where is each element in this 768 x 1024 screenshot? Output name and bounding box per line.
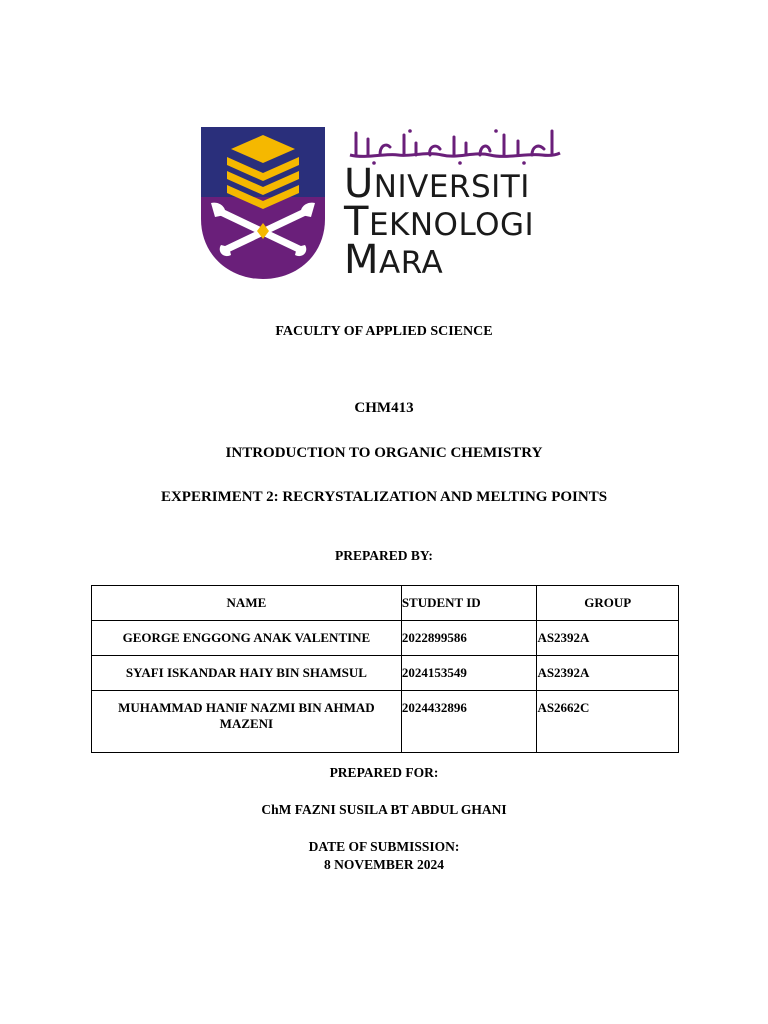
member-student-id: 2022899586 (401, 621, 537, 656)
jawi-university-name (346, 125, 564, 167)
member-group: AS2392A (537, 656, 679, 691)
member-group: AS2392A (537, 621, 679, 656)
table-row (92, 691, 679, 753)
member-student-id: 2024432896 (401, 691, 537, 753)
date-of-submission-value: 8 NOVEMBER 2024 (323, 857, 444, 872)
members-table (91, 585, 679, 753)
university-name-latin (344, 161, 564, 283)
course-code: CHM413 (354, 400, 414, 416)
prepared-by-label: PREPARED BY: (335, 548, 433, 563)
member-name (92, 691, 402, 753)
logo-line-1: UNIVERSITI (344, 161, 530, 207)
member-group: AS2662C (537, 691, 679, 753)
jawi-script-mark (346, 125, 564, 167)
prepared-for-label: PREPARED FOR: (329, 765, 439, 780)
lecturer-name: ChM FAZNI SUSILA BT ABDUL GHANI (261, 802, 507, 817)
date-of-submission-label: DATE OF SUBMISSION: (308, 839, 460, 854)
uitm-shield-emblem (201, 127, 325, 279)
course-name: INTRODUCTION TO ORGANIC CHEMISTRY (225, 445, 543, 461)
header-name: NAME (92, 586, 402, 621)
member-name: SYAFI ISKANDAR HAIY BIN SHAMSUL (92, 656, 402, 691)
university-logo (201, 125, 563, 285)
table-row (92, 621, 679, 656)
logo-line-2: TEKNOLOGI (344, 199, 535, 245)
member-name-line-1: MUHAMMAD HANIF NAZMI BIN AHMAD (118, 700, 375, 715)
logo-line-3: MARA (344, 237, 444, 283)
member-name: GEORGE ENGGONG ANAK VALENTINE (92, 621, 402, 656)
faculty-name: FACULTY OF APPLIED SCIENCE (275, 324, 493, 339)
table-header-row (92, 586, 679, 621)
table-row (92, 656, 679, 691)
member-student-id: 2024153549 (401, 656, 537, 691)
header-student-id: STUDENT ID (401, 586, 537, 621)
member-name-line-2: MAZENI (219, 716, 274, 731)
header-group: GROUP (537, 586, 679, 621)
experiment-title: EXPERIMENT 2: RECRYSTALIZATION AND MELTING POINTS (160, 489, 608, 505)
